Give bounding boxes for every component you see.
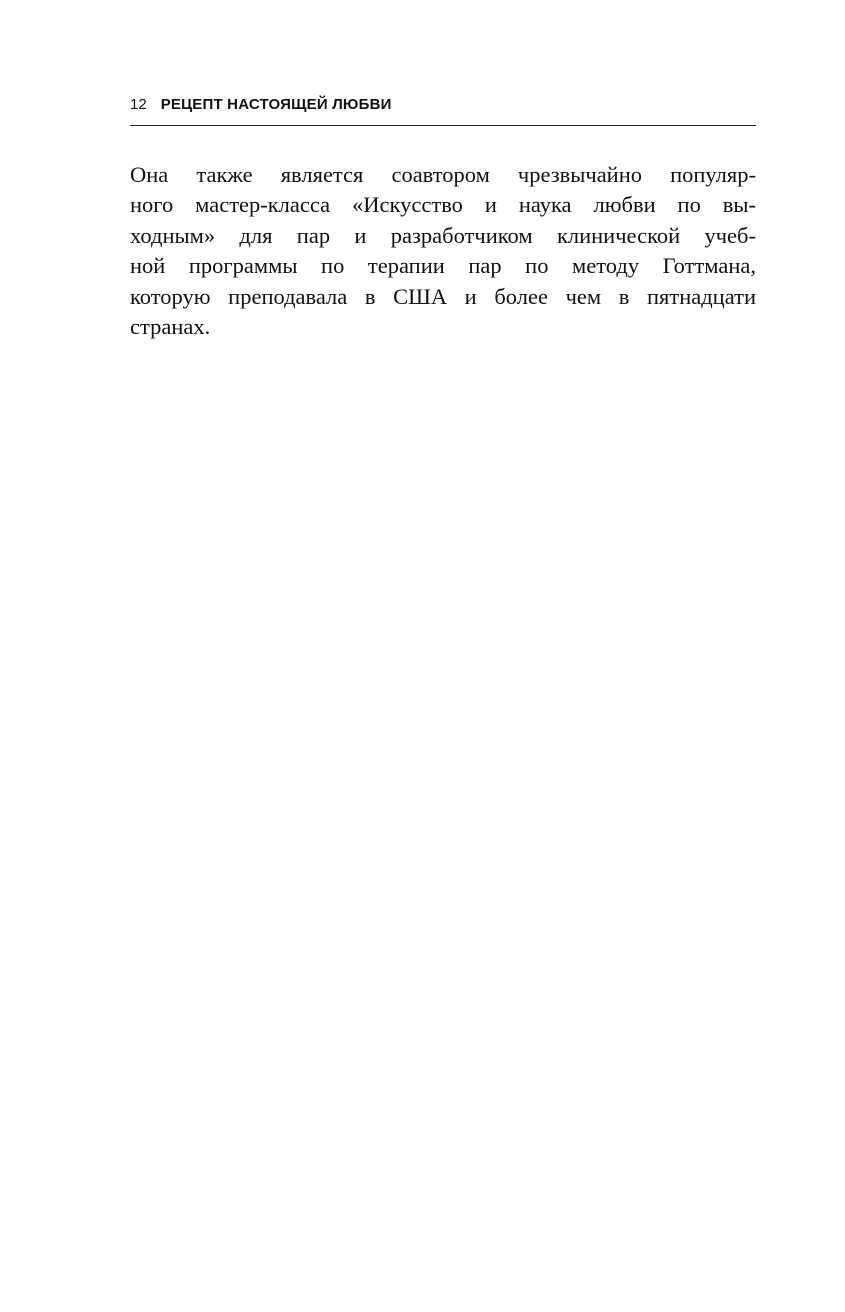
paragraph-line: ной программы по терапии пар по методу Готтмана, — [130, 253, 756, 279]
running-title: РЕЦЕПТ НАСТОЯЩЕЙ ЛЮБВИ — [160, 96, 392, 113]
header-rule — [130, 125, 756, 126]
paragraph-line: которую преподавала в США и более чем в пятнадцати — [130, 283, 756, 309]
paragraph-line: ходным» для пар и разработчиком клинической учеб- — [130, 222, 756, 248]
paragraph-line: странах. — [130, 314, 211, 340]
paragraph-line: Она также является соавтором чрезвычайно популяр- — [130, 162, 756, 187]
running-head — [130, 96, 756, 120]
paragraph-line: ного мастер-класса «Искусство и наука любви по вы- — [130, 192, 756, 218]
page-number: 12 — [130, 96, 147, 113]
body-paragraph — [130, 160, 756, 342]
